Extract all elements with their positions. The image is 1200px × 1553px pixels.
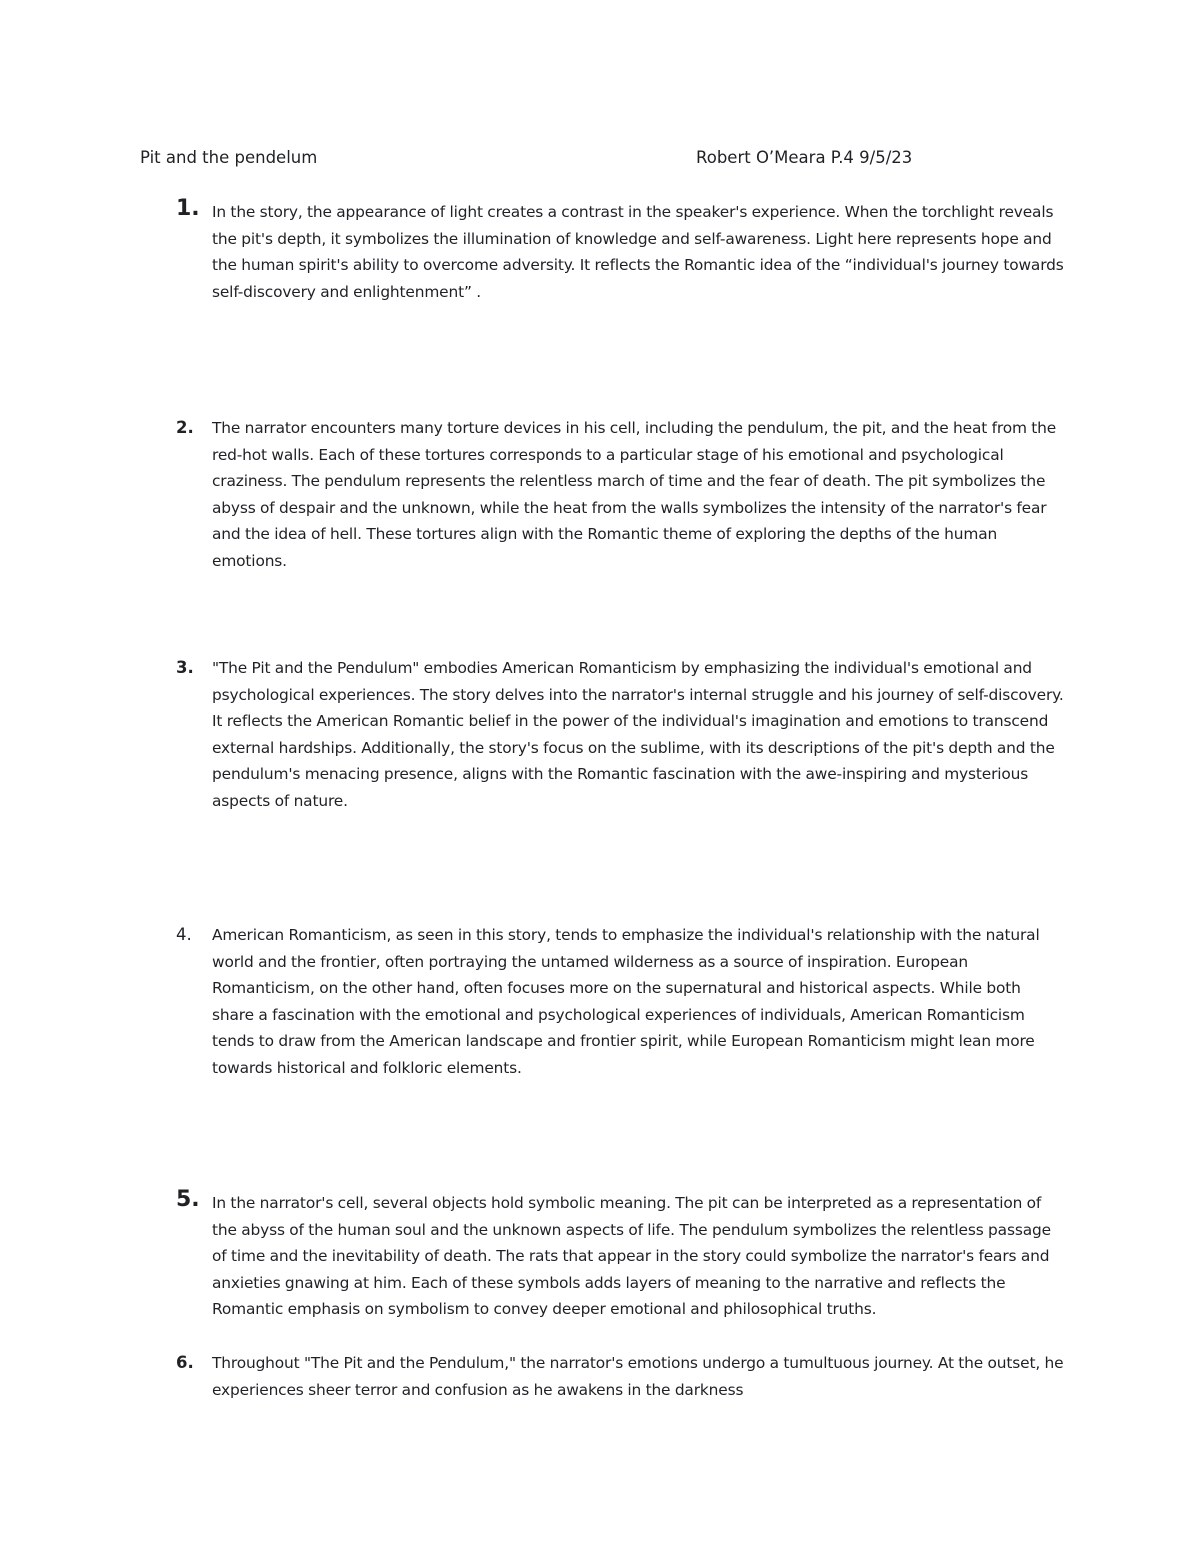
item-number: 3. — [176, 658, 194, 677]
item-text: The narrator encounters many torture devices in his cell, including the pendulum, the pit, and the heat from the red-hot walls. Each of these tortures corresponds to a particular stage of his emotional and psychological craziness. The pendulum represents the relentless march of time and the fear of death. The pit symbolizes the abyss of despair and the unknown, while the heat from the walls symbolizes the intensity of the narrator's fear and the idea of hell. These tortures align with the Romantic theme of exploring the depths of the human emotions. — [212, 419, 1057, 570]
document-title: Pit and the pendelum — [140, 148, 318, 167]
author-line: Robert O’Meara P.4 9/5/23 — [696, 148, 913, 167]
item-number: 6. — [176, 1353, 194, 1372]
item-number: 2. — [176, 418, 194, 437]
item-text: "The Pit and the Pendulum" embodies American Romanticism by emphasizing the individual's emotional and psychological experiences. The story delves into the narrator's internal struggle and his journey of self-discovery. It reflects the American Romantic belief in the power of the individual's imagination and emotions to transcend external hardships. Additionally, the story's focus on the sublime, with its descriptions of the pit's depth and the pendulum's menacing presence, aligns with the Romantic fascination with the awe-inspiring and mysterious aspects of nature. — [212, 659, 1064, 810]
item-text: In the story, the appearance of light creates a contrast in the speaker's experience. When the torchlight reveals the pit's depth, it symbolizes the illumination of knowledge and self-awareness. Light here represents hope and the human spirit's ability to overcome adversity. It reflects the Romantic idea of the “individual's journey towards self-discovery and enlightenment” . — [212, 203, 1064, 301]
document-header — [140, 145, 1100, 171]
item-number: 5. — [176, 1187, 200, 1212]
item-text: American Romanticism, as seen in this story, tends to emphasize the individual's relationship with the natural world and the frontier, often portraying the untamed wilderness as a source of inspiration. European Romanticism, on the other hand, often focuses more on the supernatural and historical aspects. While both share a fascination with the emotional and psychological experiences of individuals, American Romanticism tends to draw from the American landscape and frontier spirit, while European Romanticism might lean more towards historical and folkloric elements. — [212, 926, 1040, 1077]
item-number: 4. — [176, 925, 192, 944]
item-text: In the narrator's cell, several objects hold symbolic meaning. The pit can be interpreted as a representation of the abyss of the human soul and the unknown aspects of life. The pendulum symbolizes the relentless passage of time and the inevitability of death. The rats that appear in the story could symbolize the narrator's fears and anxieties gnawing at him. Each of these symbols adds layers of meaning to the narrative and reflects the Romantic emphasis on symbolism to convey deeper emotional and philosophical truths. — [212, 1194, 1051, 1319]
item-number: 1. — [176, 196, 200, 221]
item-text: Throughout "The Pit and the Pendulum," the narrator's emotions undergo a tumultuous journey. At the outset, he experiences sheer terror and confusion as he awakens in the darkness — [212, 1354, 1064, 1399]
